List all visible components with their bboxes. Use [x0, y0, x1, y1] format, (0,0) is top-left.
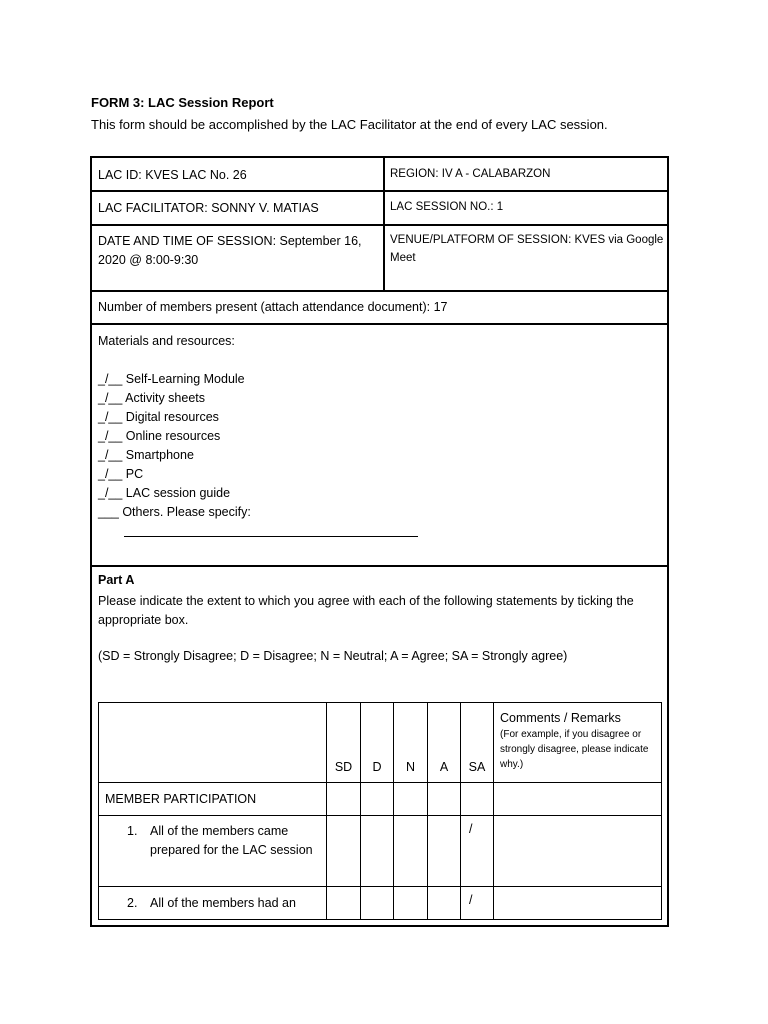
statement-cell: [99, 816, 327, 887]
rating-cell-d[interactable]: [361, 816, 394, 887]
materials-list: [98, 370, 251, 522]
statement-text: All of the members had an: [150, 896, 296, 910]
comments-title: Comments / Remarks: [500, 711, 621, 725]
statement-header-cell: [99, 703, 327, 783]
venue-platform: VENUE/PLATFORM OF SESSION: KVES via Google Meet: [390, 234, 664, 264]
section-label: MEMBER PARTICIPATION: [99, 783, 327, 816]
rating-cell[interactable]: [461, 783, 494, 816]
rating-cell[interactable]: [361, 783, 394, 816]
others-specify-line[interactable]: [124, 536, 418, 537]
rating-cell-a[interactable]: [428, 887, 461, 920]
lac-id: LAC ID: KVES LAC No. 26: [98, 168, 247, 182]
scale-sa-header: SA: [461, 703, 494, 783]
rating-cell-n[interactable]: [394, 816, 428, 887]
members-present: Number of members present (attach attendance document): 17: [98, 300, 448, 314]
scale-n-header: N: [394, 703, 428, 783]
comments-cell[interactable]: [494, 816, 662, 887]
material-item: _/__ LAC session guide: [98, 486, 231, 500]
rating-cell-sa[interactable]: /: [461, 816, 494, 887]
statement-number: 1.: [127, 824, 138, 838]
rating-cell[interactable]: [327, 783, 361, 816]
column-divider: [383, 158, 385, 290]
table-row: [99, 887, 662, 920]
material-item: _/__ Online resources: [98, 429, 221, 443]
rating-cell-sd[interactable]: [327, 816, 361, 887]
scale-d-header: D: [361, 703, 394, 783]
comments-cell[interactable]: [494, 887, 662, 920]
section-row: [99, 783, 662, 816]
rating-cell-d[interactable]: [361, 887, 394, 920]
table-row: [99, 816, 662, 887]
lac-facilitator: LAC FACILITATOR: SONNY V. MATIAS: [98, 201, 319, 215]
row-divider: [92, 323, 667, 325]
statement-cell: [99, 887, 327, 920]
rating-scale-legend: (SD = Strongly Disagree; D = Disagree; N = Neutral; A = Agree; SA = Strongly agree): [98, 649, 568, 663]
material-item: _/__ PC: [98, 467, 144, 481]
lac-session-no: LAC SESSION NO.: 1: [390, 201, 504, 213]
statement-text: All of the members came prepared for the LAC session: [150, 824, 313, 857]
material-item: _/__ Self-Learning Module: [98, 372, 245, 386]
row-divider: [92, 290, 667, 292]
rating-cell-sd[interactable]: [327, 887, 361, 920]
row-divider: [92, 565, 667, 567]
rating-cell-sa[interactable]: /: [461, 887, 494, 920]
lac-report-form: [90, 156, 669, 927]
rating-table: [98, 702, 662, 920]
rating-cell-a[interactable]: [428, 816, 461, 887]
material-item: _/__ Digital resources: [98, 410, 219, 424]
rating-header-row: [99, 703, 662, 783]
form-instructions: This form should be accomplished by the LAC Facilitator at the end of every LAC session.: [91, 117, 608, 132]
materials-heading: Materials and resources:: [98, 334, 235, 348]
rating-cell[interactable]: [394, 783, 428, 816]
comments-cell[interactable]: [494, 783, 662, 816]
material-item: _/__ Activity sheets: [98, 391, 206, 405]
rating-cell[interactable]: [428, 783, 461, 816]
rating-cell-n[interactable]: [394, 887, 428, 920]
region: REGION: IV A - CALABARZON: [390, 168, 551, 180]
scale-sd-header: SD: [327, 703, 361, 783]
part-a-description: Please indicate the extent to which you agree with each of the following statements by ticking the appropriate box.: [98, 594, 634, 627]
comments-header: [494, 703, 662, 783]
statement-number: 2.: [127, 896, 138, 910]
form-title: FORM 3: LAC Session Report: [91, 95, 274, 110]
part-a-title: Part A: [98, 573, 135, 587]
date-time-of-session: DATE AND TIME OF SESSION: September 16, 2020 @ 8:00-9:30: [98, 234, 362, 267]
material-item: _/__ Smartphone: [98, 448, 194, 462]
row-divider: [92, 224, 667, 226]
material-item-others: ___ Others. Please specify:: [98, 505, 251, 519]
comments-note: (For example, if you disagree or strongly disagree, please indicate why.): [500, 729, 649, 770]
row-divider: [92, 190, 667, 192]
scale-a-header: A: [428, 703, 461, 783]
